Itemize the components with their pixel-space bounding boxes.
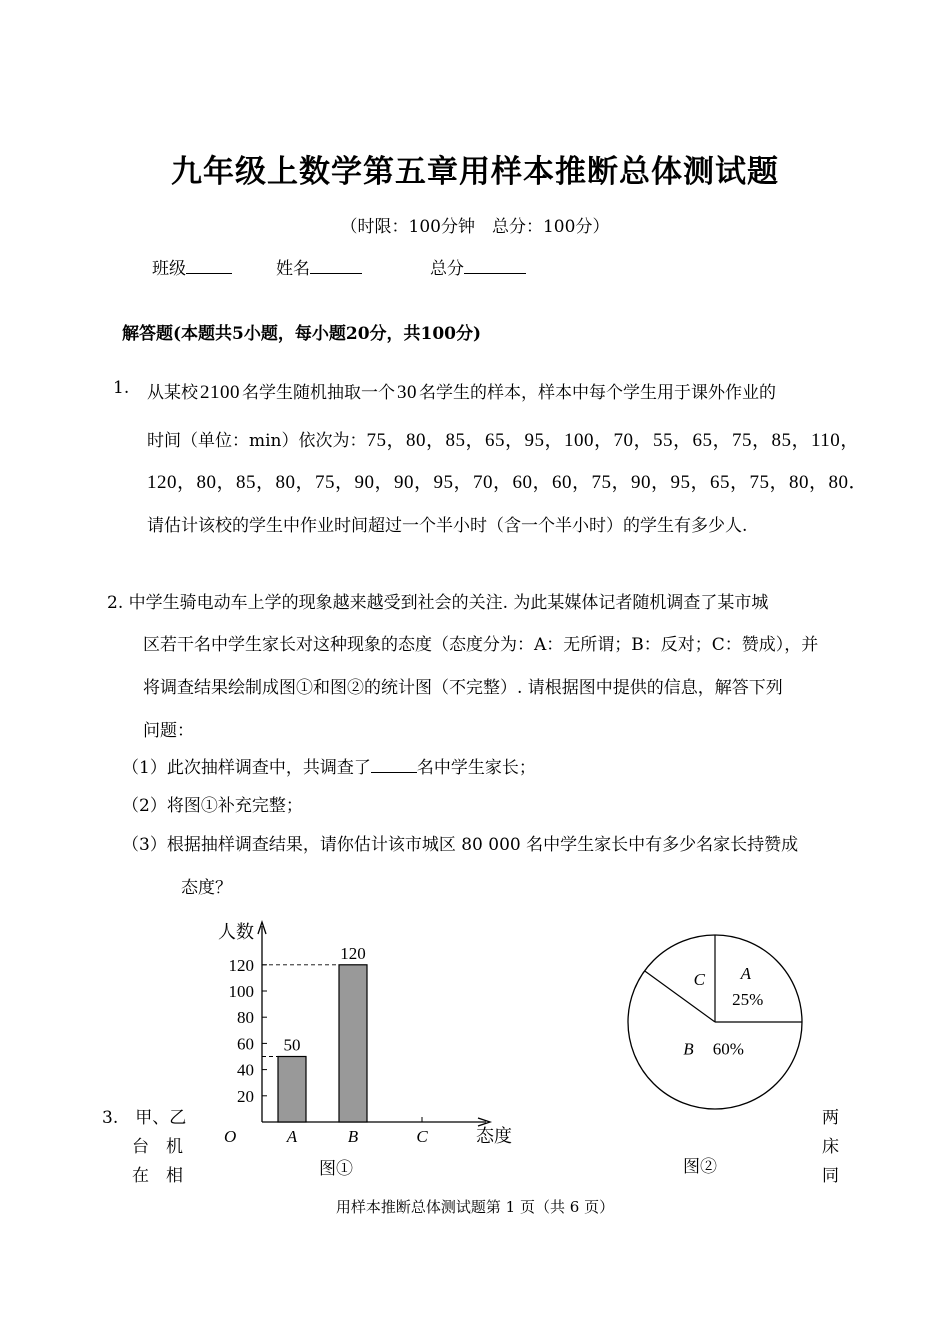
y-tick-label: 80	[237, 1008, 254, 1028]
figure-1-caption: 图①	[319, 1159, 353, 1178]
name-blank[interactable]	[310, 256, 362, 274]
q1-data-values: 75，80，85，65，95，100，70，55，65，75，85，110，	[366, 430, 860, 451]
q3-fragment-right	[822, 1104, 839, 1191]
q1-line-3	[147, 467, 868, 494]
name-label: 姓名	[276, 259, 310, 279]
q2-sub-3-cont: 态度？	[181, 878, 232, 898]
q2-answer-blank[interactable]	[371, 755, 417, 773]
q1-text: 名学生随机抽取一个	[242, 383, 395, 403]
q1-data-values: 120，80，85，80，75，90，90，95，70，60，60，75，90，95，65，75，80，80．	[147, 472, 869, 493]
x-axis-label: 态度	[476, 1126, 512, 1146]
score-label: 总分	[430, 259, 464, 279]
class-field	[152, 254, 232, 279]
y-tick-label: 100	[228, 982, 254, 1001]
bar-value-label: 50	[283, 1035, 301, 1055]
origin-label: O	[224, 1127, 237, 1146]
score-field	[430, 254, 526, 279]
q3-fragment-line: 床	[822, 1137, 839, 1157]
q2-sub-3: （3）根据抽样调查结果，请你估计该市城区 80 000 名中学生家长中有多少名家长持赞成	[122, 835, 799, 855]
q3-fragment-line: 3. 甲、乙	[102, 1108, 187, 1128]
bar-b	[339, 965, 367, 1122]
y-tick-label: 40	[237, 1060, 254, 1080]
q1-sample-size: 30	[397, 382, 417, 403]
q3-fragment-line: 在 相	[132, 1166, 183, 1186]
q2-sub-1-text: （1）此次抽样调查中，共调查了	[122, 758, 371, 778]
name-field	[276, 254, 362, 279]
class-blank[interactable]	[186, 256, 232, 274]
q2-sub-1	[122, 753, 536, 778]
page-title: 九年级上数学第五章用样本推断总体测试题	[171, 154, 779, 190]
bar-a	[278, 1057, 306, 1123]
x-tick-label: C	[416, 1127, 428, 1146]
y-tick-label: 120	[228, 955, 254, 975]
q1-total-students: 2100	[200, 382, 240, 403]
x-tick-label: A	[286, 1127, 298, 1146]
slice-label-a: A	[740, 964, 751, 984]
q2-line-2: 区若干名中学生家长对这种现象的态度（态度分为：A：无所谓；B：反对；C：赞成），并	[143, 635, 819, 655]
q1-text: 时间（单位：min）依次为：	[147, 431, 367, 451]
figure-2-caption: 图②	[683, 1157, 717, 1176]
slice-percent-a: 25%	[732, 990, 764, 1010]
section-header: 解答题(本题共5小题，每小题20分，共100分)	[122, 324, 482, 344]
q3-fragment-left	[102, 1104, 186, 1191]
score-blank[interactable]	[464, 256, 526, 274]
exam-subtitle: （时限：100分钟 总分：100分）	[340, 217, 610, 237]
y-tick-label: 20	[237, 1086, 254, 1106]
page-footer: 用样本推断总体测试题第 1 页（共 6 页）	[335, 1198, 615, 1216]
bar-chart	[196, 914, 526, 1184]
slice-percent-b: 60%	[712, 1039, 744, 1059]
class-label: 班级	[152, 259, 186, 279]
q2-line-4: 问题：	[143, 721, 194, 741]
pie-chart	[618, 914, 818, 1184]
slice-label-c: C	[693, 970, 705, 990]
q1-number: 1.	[113, 378, 130, 398]
slice-label-b: B	[683, 1039, 694, 1059]
q2-line-3: 将调查结果绘制成图①和图②的统计图（不完整）. 请根据图中提供的信息，解答下列	[143, 678, 783, 698]
y-tick-label: 60	[237, 1034, 254, 1054]
q2-line-1: 2. 中学生骑电动车上学的现象越来越受到社会的关注. 为此某媒体记者随机调查了某市城	[107, 593, 769, 613]
q1-line-2	[147, 425, 860, 452]
q1-line-4: 请估计该校的学生中作业时间超过一个半小时（含一个半小时）的学生有多少人.	[147, 516, 748, 536]
q2-sub-1-text: 名中学生家长；	[416, 758, 536, 778]
q3-fragment-line: 两	[822, 1108, 839, 1128]
q1-text: 名学生的样本，样本中每个学生用于课外作业的	[419, 383, 776, 403]
q1-line-1	[147, 378, 776, 404]
y-axis-label: 人数	[218, 922, 254, 942]
q1-text: 从某校	[147, 383, 198, 403]
q3-fragment-line: 台 机	[132, 1137, 183, 1157]
q2-sub-2: （2）将图①补充完整；	[122, 796, 303, 816]
x-tick-label: B	[347, 1127, 359, 1146]
q3-fragment-line: 同	[822, 1166, 839, 1186]
bar-value-label: 120	[340, 943, 366, 963]
